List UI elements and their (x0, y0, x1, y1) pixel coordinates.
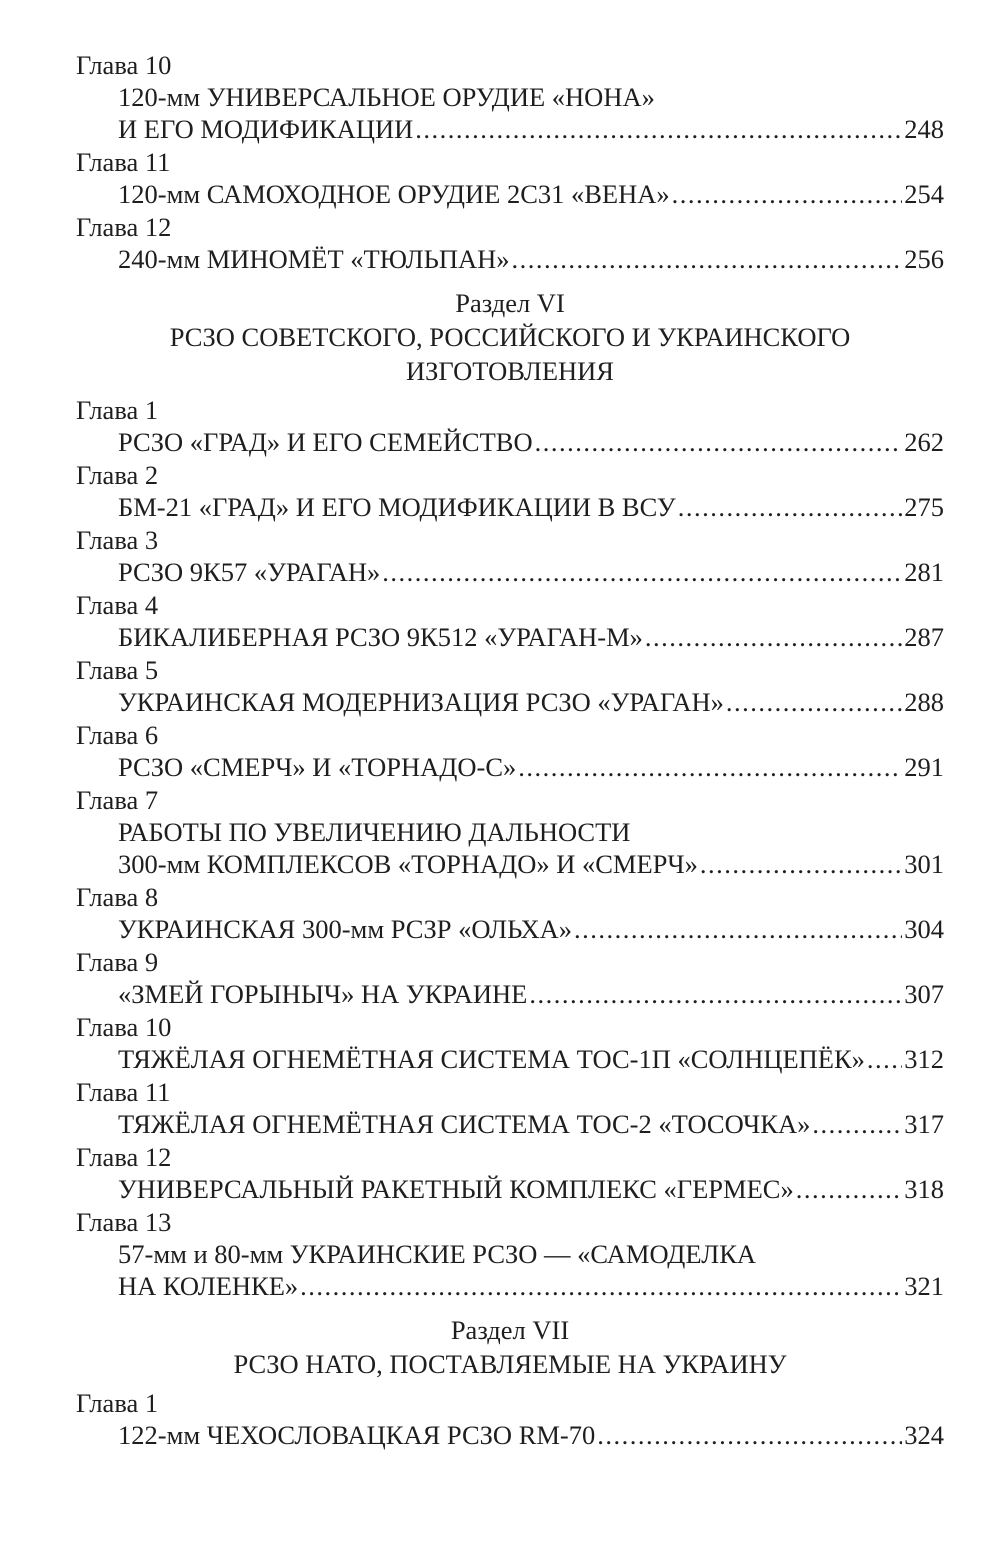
dot-leader (678, 491, 903, 523)
chapter-title-text: ТЯЖЁЛАЯ ОГНЕМЁТНАЯ СИСТЕМА ТОС-1П «СОЛНЦЕПЁК» (118, 1044, 865, 1074)
chapter-title-text: «ЗМЕЙ ГОРЫНЫЧ» НА УКРАИНЕ (118, 979, 528, 1009)
dot-leader (535, 426, 903, 458)
page-number: 321 (904, 1271, 944, 1301)
chapter-title-with-page (76, 913, 944, 945)
toc-entry[interactable] (76, 1011, 944, 1075)
dot-leader (382, 556, 902, 588)
toc-entry[interactable] (76, 946, 944, 1010)
chapter-title-with-page (76, 113, 944, 145)
page-number: 304 (904, 914, 944, 944)
chapter-label: Глава 2 (76, 460, 159, 490)
chapter-title-text: УКРАИНСКАЯ МОДЕРНИЗАЦИЯ РСЗО «УРАГАН» (118, 687, 724, 717)
chapter-title-with-page (76, 178, 944, 210)
dot-leader (511, 243, 902, 275)
dot-leader (812, 1108, 902, 1140)
toc-entries-top (76, 49, 944, 275)
dot-leader (518, 751, 902, 783)
page-number: 256 (904, 244, 944, 274)
chapter-title-text: РСЗО 9К57 «УРАГАН» (118, 557, 381, 587)
chapter-title-text: 120-мм САМОХОДНОЕ ОРУДИЕ 2С31 «ВЕНА» (118, 179, 670, 209)
chapter-title-with-page (76, 243, 944, 275)
chapter-title-with-page (76, 848, 944, 880)
page-number: 281 (904, 557, 944, 587)
section-7-title-line-1: РСЗО НАТО, ПОСТАВЛЯЕМЫЕ НА УКРАИНУ (233, 1349, 787, 1379)
chapter-title-line: 120-мм УНИВЕРСАЛЬНОЕ ОРУДИЕ «НОНА» (118, 82, 655, 112)
page-number: 301 (904, 849, 944, 879)
chapter-title-text: БИКАЛИБЕРНАЯ РСЗО 9К512 «УРАГАН-М» (118, 622, 643, 652)
chapter-title-with-page (76, 1173, 944, 1205)
page-number: 291 (904, 752, 944, 782)
chapter-label: Глава 9 (76, 947, 159, 977)
section-7-entries (76, 1387, 944, 1451)
toc-entry[interactable] (76, 719, 944, 783)
chapter-title-text: РСЗО «СМЕРЧ» И «ТОРНАДО-С» (118, 752, 517, 782)
chapter-title-with-page (76, 1270, 944, 1302)
dot-leader (796, 1173, 903, 1205)
chapter-label: Глава 7 (76, 785, 159, 815)
dot-leader (867, 1043, 902, 1075)
chapter-label: Глава 13 (76, 1207, 172, 1237)
chapter-title-with-page (76, 556, 944, 588)
toc-entry[interactable] (76, 146, 944, 210)
chapter-label: Глава 10 (76, 1012, 172, 1042)
dot-leader (300, 1270, 902, 1302)
toc-entry[interactable] (76, 881, 944, 945)
dot-leader (672, 178, 903, 210)
dot-leader (700, 848, 902, 880)
chapter-label: Глава 11 (76, 147, 171, 177)
dot-leader (645, 621, 902, 653)
section-6-header (76, 286, 944, 388)
chapter-title-with-page (76, 686, 944, 718)
page-number: 248 (904, 114, 944, 144)
chapter-title-text: 300-мм КОМПЛЕКСОВ «ТОРНАДО» И «СМЕРЧ» (118, 849, 698, 879)
chapter-title-text: И ЕГО МОДИФИКАЦИИ (118, 114, 414, 144)
chapter-title-with-page (76, 621, 944, 653)
page-number: 307 (904, 979, 944, 1009)
page-number: 317 (904, 1109, 944, 1139)
page-number: 275 (904, 492, 944, 522)
chapter-title-with-page (76, 1419, 944, 1451)
toc-entry[interactable] (76, 394, 944, 458)
toc-entry[interactable] (76, 1141, 944, 1205)
chapter-title-with-page (76, 426, 944, 458)
chapter-title-with-page (76, 1043, 944, 1075)
chapter-label: Глава 11 (76, 1077, 171, 1107)
chapter-title-text: НА КОЛЕНКЕ» (118, 1271, 299, 1301)
section-7-header (76, 1313, 944, 1381)
chapter-title-text: 122-мм ЧЕХОСЛОВАЦКАЯ РСЗО RM-70 (118, 1420, 596, 1450)
chapter-label: Глава 3 (76, 525, 159, 555)
chapter-title-text: ТЯЖЁЛАЯ ОГНЕМЁТНАЯ СИСТЕМА ТОС-2 «ТОСОЧКА» (118, 1109, 811, 1139)
chapter-title-text: 240-мм МИНОМЁТ «ТЮЛЬПАН» (118, 244, 510, 274)
page-number: 312 (904, 1044, 944, 1074)
dot-leader (597, 1419, 902, 1451)
page-number: 288 (904, 687, 944, 717)
section-6-entries (76, 394, 944, 1302)
toc-entry[interactable] (76, 784, 944, 880)
toc-entry[interactable] (76, 524, 944, 588)
chapter-title-with-page (76, 978, 944, 1010)
toc-entry[interactable] (76, 589, 944, 653)
chapter-title-text: РСЗО «ГРАД» И ЕГО СЕМЕЙСТВО (118, 427, 533, 457)
chapter-title-line: РАБОТЫ ПО УВЕЛИЧЕНИЮ ДАЛЬНОСТИ (118, 817, 631, 847)
section-6-title-line-2: ИЗГОТОВЛЕНИЯ (406, 356, 614, 386)
toc-entry[interactable] (76, 1206, 944, 1302)
toc-entry[interactable] (76, 211, 944, 275)
chapter-label: Глава 12 (76, 1142, 172, 1172)
chapter-title-text: БМ-21 «ГРАД» И ЕГО МОДИФИКАЦИИ В ВСУ (118, 492, 676, 522)
page-number: 254 (904, 179, 944, 209)
dot-leader (574, 913, 902, 945)
chapter-label: Глава 5 (76, 655, 159, 685)
dot-leader (415, 113, 902, 145)
toc-entry[interactable] (76, 49, 944, 145)
section-7-heading: Раздел VII (450, 1315, 570, 1345)
toc-entry[interactable] (76, 459, 944, 523)
chapter-title-text: УКРАИНСКАЯ 300-мм РСЗР «ОЛЬХА» (118, 914, 572, 944)
page-number: 318 (904, 1174, 944, 1204)
toc-entry[interactable] (76, 1076, 944, 1140)
dot-leader (726, 686, 902, 718)
chapter-label: Глава 6 (76, 720, 159, 750)
section-6-heading: Раздел VI (455, 288, 565, 318)
chapter-label: Глава 1 (76, 395, 159, 425)
chapter-label: Глава 4 (76, 590, 159, 620)
page-number: 287 (904, 622, 944, 652)
chapter-label: Глава 8 (76, 882, 159, 912)
chapter-label: Глава 10 (76, 50, 172, 80)
page-number: 324 (904, 1420, 944, 1450)
page-number: 262 (904, 427, 944, 457)
chapter-title-with-page (76, 1108, 944, 1140)
section-6-title-line-1: РСЗО СОВЕТСКОГО, РОССИЙСКОГО И УКРАИНСКОГО (169, 322, 851, 352)
toc-entry[interactable] (76, 1387, 944, 1451)
toc-entry[interactable] (76, 654, 944, 718)
dot-leader (529, 978, 902, 1010)
chapter-title-line: 57-мм и 80-мм УКРАИНСКИЕ РСЗО — «САМОДЕЛКА (118, 1239, 757, 1269)
chapter-title-with-page (76, 491, 944, 523)
chapter-label: Глава 12 (76, 212, 172, 242)
chapter-title-text: УНИВЕРСАЛЬНЫЙ РАКЕТНЫЙ КОМПЛЕКС «ГЕРМЕС» (118, 1174, 794, 1204)
chapter-label: Глава 1 (76, 1388, 159, 1418)
chapter-title-with-page (76, 751, 944, 783)
